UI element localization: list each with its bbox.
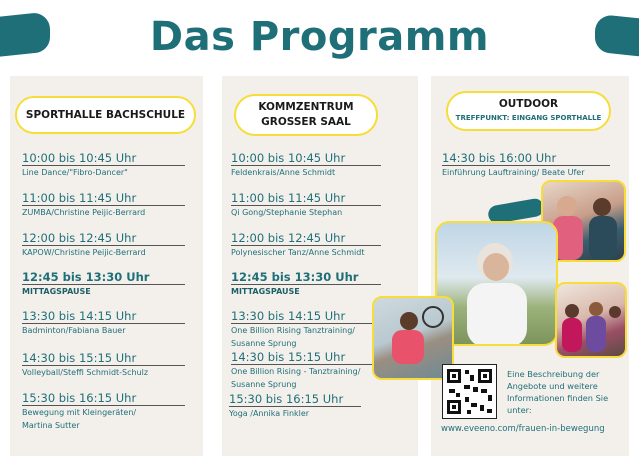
slot-activity: One Billion Rising Tanztraining/ [231,326,356,335]
schedule-slot [22,351,185,379]
info-description: Eine Beschreibung der Angebote und weitere Informationen finden Sie unter: [507,369,609,415]
slot-time: 12:00 bis 12:45 Uhr [22,231,185,246]
slot-time: 15:30 bis 16:15 Uhr [22,391,185,406]
schedule-slot [231,151,381,179]
slot-activity: Line Dance/"Fibro-Dancer" [22,168,128,177]
schedule-slot-lunch [22,270,185,298]
slot-time: 15:30 bis 16:15 Uhr [229,392,361,407]
info-link[interactable]: www.eveeno.com/frauen-in-bewegung [441,424,605,434]
slot-activity: Yoga /Annika Finkler [229,409,310,418]
schedule-slot [442,151,610,179]
slot-time: 10:00 bis 10:45 Uhr [22,151,185,166]
venue-heading-outdoor [446,91,611,131]
schedule-slot [229,392,361,420]
schedule-slot [231,191,381,219]
venue-heading-line1: KOMMZENTRUM [258,101,354,113]
venue-heading-kommzentrum [234,94,378,136]
slot-activity: ZUMBA/Christine Peijic-Berrard [22,208,146,217]
slot-activity-continued: Martina Sutter [22,421,80,430]
slot-time: 12:45 bis 13:30 Uhr [22,270,185,285]
group-fitness-photo [555,282,627,358]
slot-time: 10:00 bis 10:45 Uhr [231,151,381,166]
schedule-slot [22,231,185,259]
slot-time: 13:30 bis 14:15 Uhr [231,309,381,324]
slot-activity: MITTAGSPAUSE [231,287,300,296]
slot-time: 11:00 bis 11:45 Uhr [22,191,185,206]
page-title: Das Programm [149,14,490,60]
slot-activity: KAPOW/Christine Peijic-Berrard [22,248,146,257]
schedule-slot-lunch [231,270,381,298]
venue-heading-title: OUTDOOR [498,98,559,110]
slot-time: 14:30 bis 15:15 Uhr [22,351,185,366]
slot-activity: One Billion Rising - Tanztraining/ [231,367,361,376]
venue-heading-sporthalle: SPORTHALLE BACHSCHULE [15,96,196,134]
slot-activity: Feldenkrais/Anne Schmidt [231,168,336,177]
slot-time: 14:30 bis 16:00 Uhr [442,151,610,166]
slot-activity: Qi Gong/Stephanie Stephan [231,208,343,217]
schedule-slot [22,391,185,432]
slot-time: 11:00 bis 11:45 Uhr [231,191,381,206]
slot-activity-continued: Susanne Sprung [231,339,297,348]
slot-activity: Badminton/Fabiana Bauer [22,326,126,335]
slot-time: 12:45 bis 13:30 Uhr [231,270,381,285]
schedule-slot [231,309,381,350]
schedule-slot [22,191,185,219]
schedule-slot [231,231,381,259]
slot-activity: MITTAGSPAUSE [22,287,91,296]
qr-code[interactable] [442,364,497,419]
slot-time: 14:30 bis 15:15 Uhr [231,350,381,365]
slot-time: 12:00 bis 12:45 Uhr [231,231,381,246]
venue-meeting-point: TREFFPUNKT: EINGANG SPORTHALLE [455,114,602,122]
venue-heading-line2: GROSSER SAAL [261,116,351,128]
schedule-slot [231,350,381,391]
slot-activity: Volleyball/Steffi Schmidt-Schulz [22,368,149,377]
slot-activity-continued: Susanne Sprung [231,380,297,389]
slot-activity: Polynesischer Tanz/Anne Schmidt [231,248,365,257]
slot-activity: Bewegung mit Kleingeräten/ [22,408,137,417]
schedule-slot [22,151,185,179]
slot-time: 13:30 bis 14:15 Uhr [22,309,185,324]
slot-activity: Einführung Lauftraining/ Beate Ufer [442,168,585,177]
schedule-slot [22,309,185,337]
